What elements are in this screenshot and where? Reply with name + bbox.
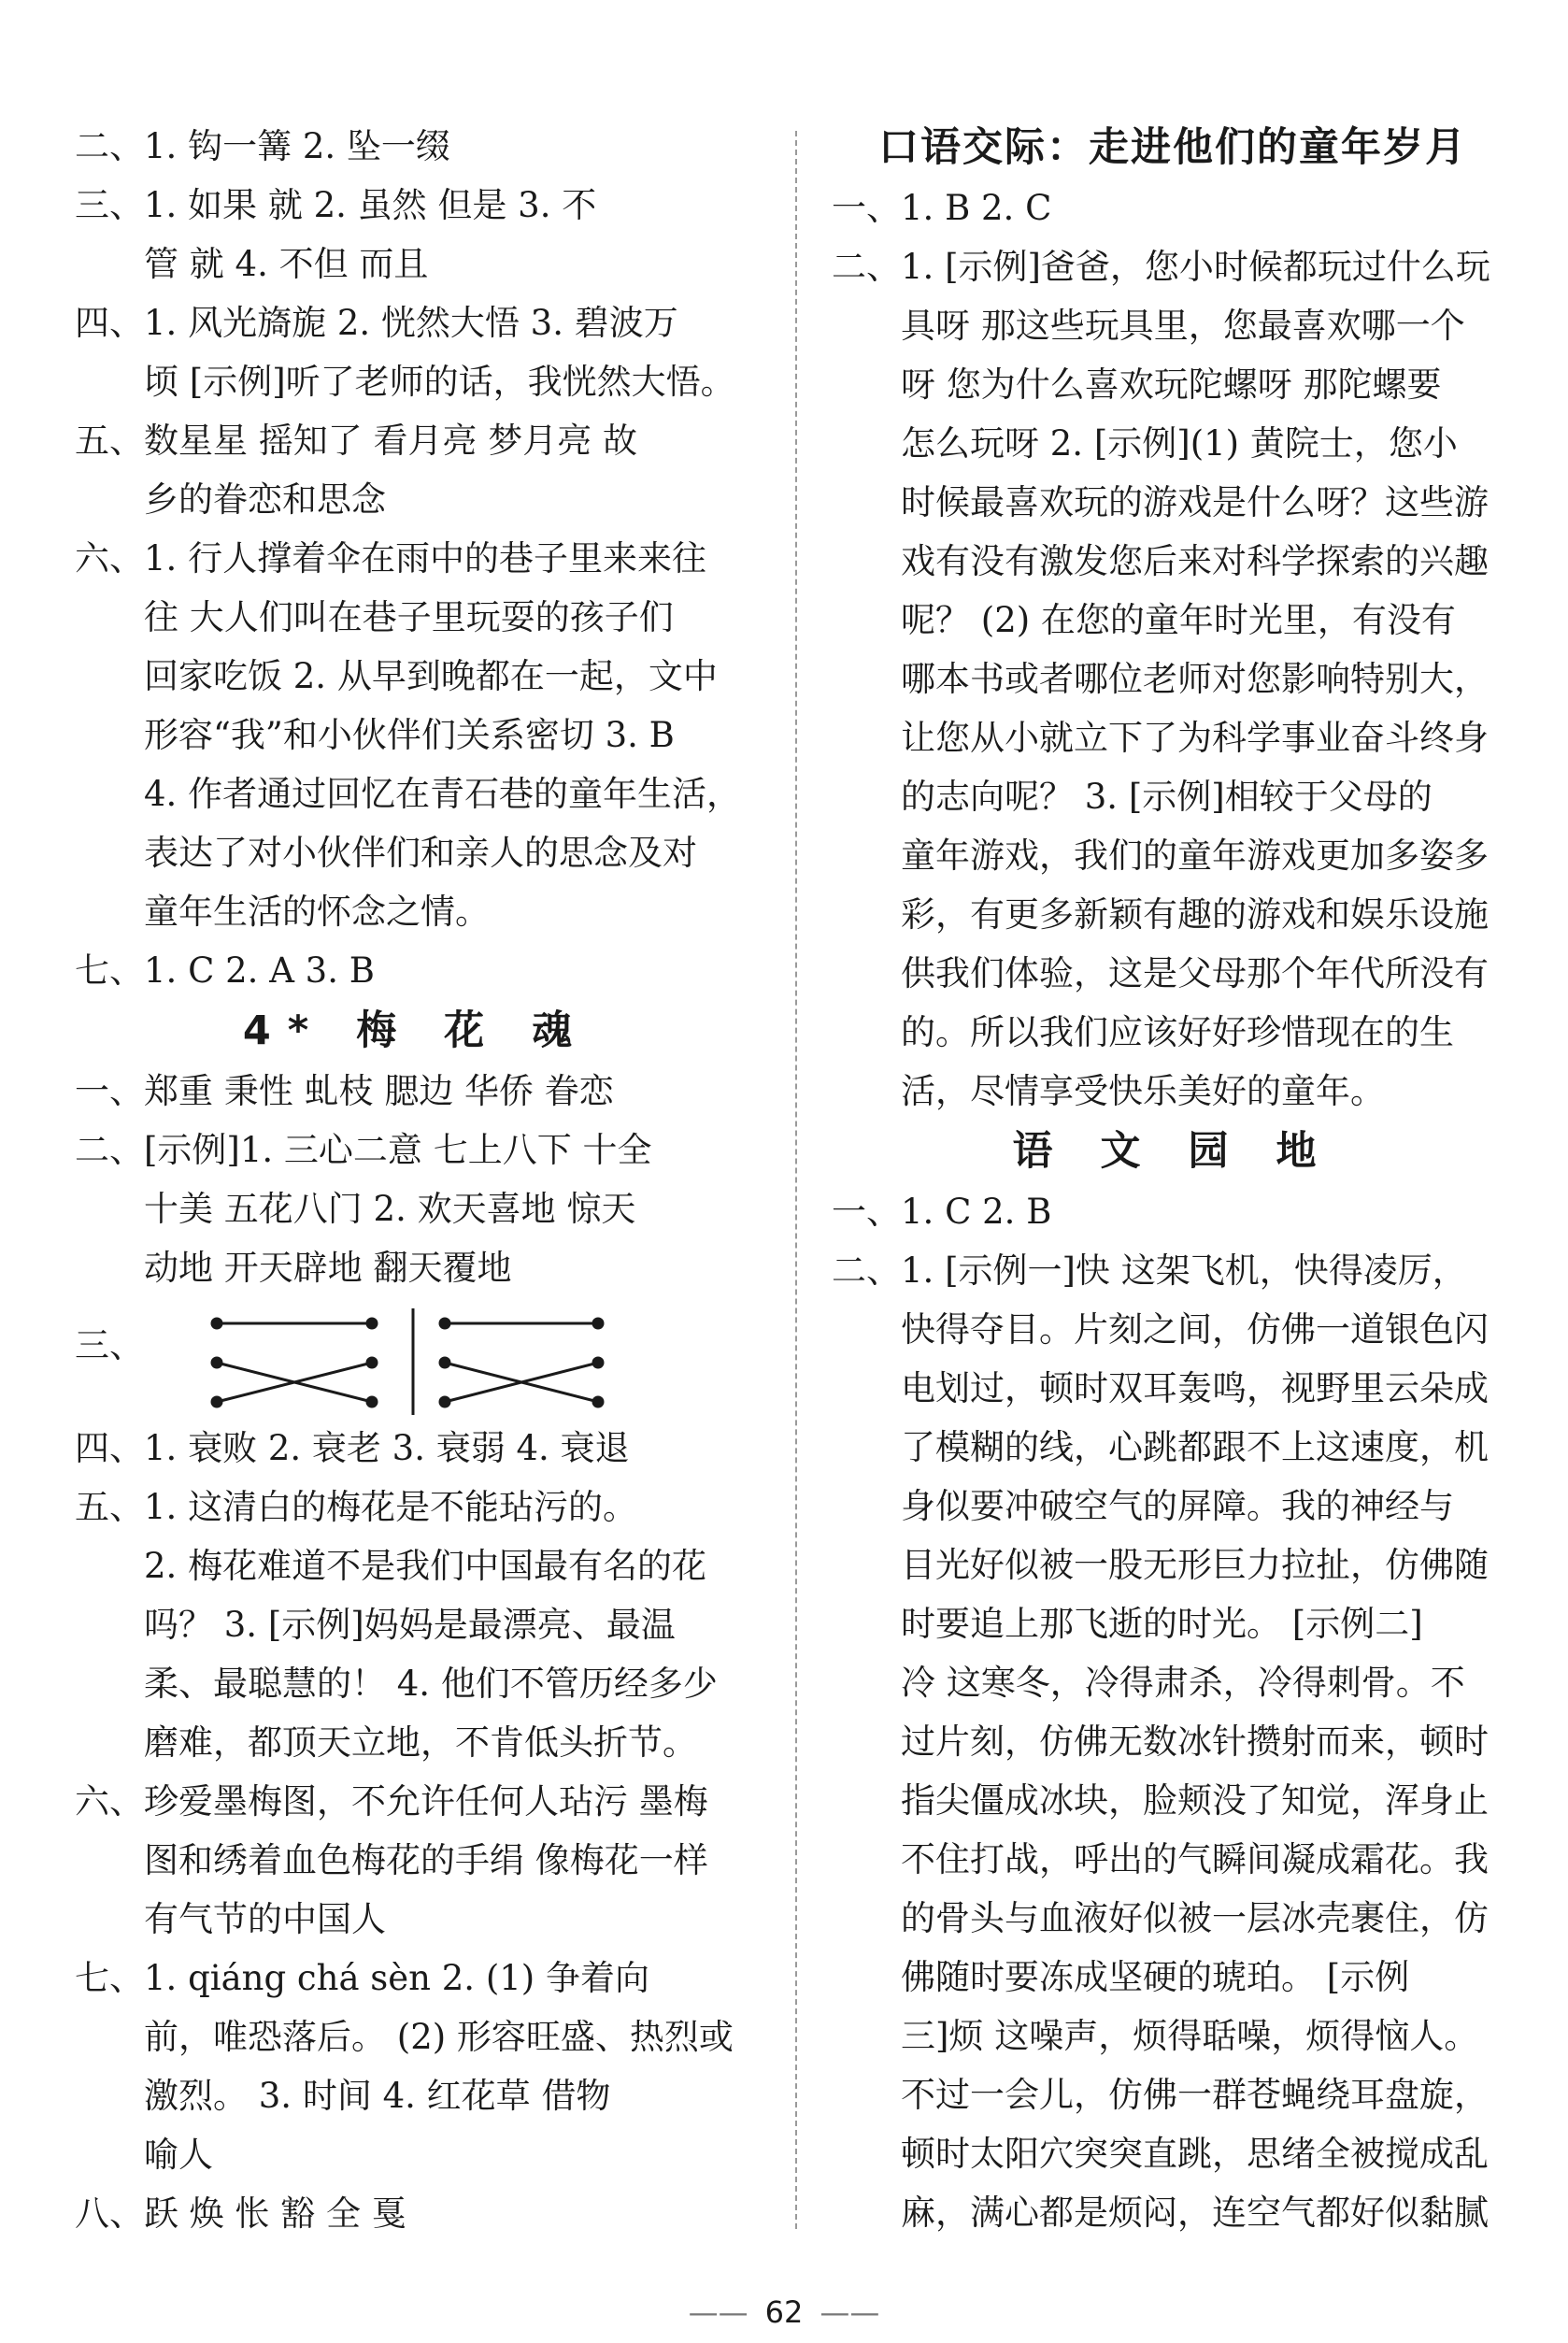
answer-line: 时候最喜欢玩的游戏是什么呀？这些游 bbox=[901, 482, 1489, 522]
answer-line: 了模糊的线，心跳都跟不上这速度，机 bbox=[901, 1427, 1489, 1467]
answer-line: 供我们体验，这是父母那个年代所没有 bbox=[901, 953, 1489, 993]
answer-line: 具呀 那这些玩具里，您最喜欢哪一个 bbox=[901, 306, 1465, 346]
answer-line: 有气节的中国人 bbox=[144, 1899, 386, 1939]
answer-line: 六、1. 行人撑着伞在雨中的巷子里来来往 bbox=[75, 538, 707, 579]
answer-line: 的骨头与血液好似被一层冰壳裹住，仿 bbox=[901, 1898, 1489, 1938]
answer-line: 童年生活的怀念之情。 bbox=[144, 892, 490, 932]
answer-line: 二、1. [示例]爸爸，您小时候都玩过什么玩 bbox=[832, 247, 1490, 287]
answer-line: 三、1. 如果 就 2. 虽然 但是 3. 不 bbox=[75, 185, 597, 225]
answer-line: 目光好似被一股无形巨力拉扯，仿佛随 bbox=[901, 1545, 1489, 1585]
answer-line: 一、郑重 秉性 虬枝 腮边 华侨 眷恋 bbox=[75, 1071, 614, 1111]
answer-line: 二、1. 钩一篝 2. 坠一缀 bbox=[75, 126, 450, 166]
answer-line: 图和绣着血色梅花的手绢 像梅花一样 bbox=[144, 1840, 708, 1880]
answer-line: 顷 [示例]听了老师的话，我恍然大悟。 bbox=[144, 362, 735, 402]
answer-line: 呀 您为什么喜欢玩陀螺呀 那陀螺要 bbox=[901, 364, 1442, 405]
answer-line: 彩，有更多新颖有趣的游戏和娱乐设施 bbox=[901, 894, 1489, 935]
answer-line: 一、1. C 2. B bbox=[832, 1192, 1052, 1232]
match-dot bbox=[593, 1358, 603, 1367]
footer-dash-right: —— bbox=[820, 2294, 880, 2330]
answer-line: 2. 梅花难道不是我们中国最有名的花 bbox=[144, 1546, 707, 1586]
match-dot bbox=[212, 1319, 221, 1328]
answer-line: 五、数星星 摇知了 看月亮 梦月亮 故 bbox=[75, 421, 638, 461]
answer-line: 怎么玩呀 2. [示例](1) 黄院士，您小 bbox=[901, 423, 1458, 464]
footer-dash-left: —— bbox=[688, 2294, 748, 2330]
answer-line: 指尖僵成冰块，脸颊没了知觉，浑身止 bbox=[901, 1780, 1489, 1821]
match-dot bbox=[440, 1397, 449, 1407]
answer-line: 四、1. 衰败 2. 衰老 3. 衰弱 4. 衰退 bbox=[75, 1428, 630, 1468]
answer-line: 戏有没有激发您后来对科学探索的兴趣 bbox=[901, 541, 1489, 581]
left-column bbox=[75, 117, 757, 2243]
answer-line: 五、1. 这清白的梅花是不能玷污的。 bbox=[75, 1487, 638, 1527]
answer-line: 形容“我”和小伙伴们关系密切 3. B bbox=[144, 715, 675, 755]
answer-line: 佛随时要冻成坚硬的琥珀。 [示例 bbox=[901, 1957, 1410, 1997]
answer-line: 管 就 4. 不但 而且 bbox=[144, 244, 429, 284]
answer-line: 前，唯恐落后。 (2) 形容旺盛、热烈或 bbox=[144, 2017, 734, 2057]
answer-line: 顿时太阳穴突突直跳，思绪全被搅成乱 bbox=[901, 2134, 1489, 2174]
answer-line: 七、1. qiáng chá sèn 2. (1) 争着向 bbox=[75, 1958, 649, 1998]
answer-line: 冷 这寒冬，冷得肃杀，冷得刺骨。不 bbox=[901, 1663, 1465, 1703]
answer-line: 三]烦 这噪声，烦得聒噪，烦得恼人。 bbox=[901, 2016, 1479, 2056]
answer-line: 表达了对小伙伴们和亲人的思念及对 bbox=[144, 833, 697, 873]
answer-line: 七、1. C 2. A 3. B bbox=[75, 950, 375, 991]
answer-line: 往 大人们叫在巷子里玩耍的孩子们 bbox=[144, 597, 674, 637]
match-dot bbox=[593, 1319, 603, 1328]
answer-line: 麻，满心都是烦闷，连空气都好似黏腻 bbox=[901, 2193, 1489, 2233]
right-column bbox=[832, 117, 1514, 2242]
answer-line: 让您从小就立下了为科学事业奋斗终身 bbox=[901, 718, 1489, 758]
answer-line: 时要追上那飞逝的时光。 [示例二] bbox=[901, 1604, 1423, 1644]
answer-line: 身似要冲破空气的屏障。我的神经与 bbox=[901, 1486, 1454, 1526]
answer-line: 的志向呢？ 3. [示例]相较于父母的 bbox=[901, 777, 1433, 817]
matching-lines-diagram bbox=[131, 1305, 617, 1417]
match-dot bbox=[212, 1397, 221, 1407]
answer-line: 柔、最聪慧的！ 4. 他们不管历经多少 bbox=[144, 1664, 718, 1704]
answer-line: 活，尽情享受快乐美好的童年。 bbox=[901, 1071, 1385, 1111]
answer-line: 不住打战，呼出的气瞬间凝成霜花。我 bbox=[901, 1839, 1489, 1879]
answer-line: 童年游戏，我们的童年游戏更加多姿多 bbox=[901, 836, 1489, 876]
match-dot bbox=[440, 1319, 449, 1328]
matching-exercise bbox=[75, 1297, 757, 1419]
answer-line: 二、[示例]1. 三心二意 七上八下 十全 bbox=[75, 1130, 652, 1170]
match-dot bbox=[212, 1358, 221, 1367]
column-divider bbox=[795, 131, 797, 2229]
answer-line: 乡的眷恋和思念 bbox=[144, 479, 386, 520]
section-title: 4* 梅 花 魂 bbox=[242, 1007, 590, 1054]
answer-line: 十美 五花八门 2. 欢天喜地 惊天 bbox=[144, 1189, 636, 1229]
answer-line: 哪本书或者哪位老师对您影响特别大， bbox=[901, 659, 1489, 699]
answer-line: 的。所以我们应该好好珍惜现在的生 bbox=[901, 1012, 1454, 1052]
match-dot bbox=[367, 1358, 377, 1367]
answer-line: 4. 作者通过回忆在青石巷的童年生活， bbox=[144, 774, 742, 814]
answer-line: 八、跃 焕 怅 豁 全 戛 bbox=[75, 2193, 406, 2234]
answer-line: 动地 开天辟地 翻天覆地 bbox=[144, 1248, 512, 1288]
answer-line: 不过一会儿，仿佛一群苍蝇绕耳盘旋， bbox=[901, 2075, 1489, 2115]
section-title: 口语交际：走进他们的童年岁月 bbox=[878, 124, 1467, 171]
answer-line: 六、珍爱墨梅图，不允许任何人玷污 墨梅 bbox=[75, 1781, 708, 1822]
answer-line: 四、1. 风光旖旎 2. 恍然大悟 3. 碧波万 bbox=[75, 303, 678, 343]
page-number: 62 bbox=[764, 2294, 804, 2330]
answer-line: 呢？ (2) 在您的童年时光里，有没有 bbox=[901, 600, 1456, 640]
answer-line: 过片刻，仿佛无数冰针攒射而来，顿时 bbox=[901, 1722, 1489, 1762]
match-dot bbox=[367, 1319, 377, 1328]
matching-label: 三、 bbox=[75, 1325, 144, 1365]
answer-line: 回家吃饭 2. 从早到晚都在一起，文中 bbox=[144, 656, 718, 696]
match-dot bbox=[440, 1358, 449, 1367]
section-title: 语 文 园 地 bbox=[1012, 1128, 1333, 1175]
answer-line: 一、1. B 2. C bbox=[832, 188, 1052, 228]
page-footer bbox=[0, 2294, 1568, 2330]
match-dot bbox=[367, 1397, 377, 1407]
match-dot bbox=[593, 1397, 603, 1407]
answer-line: 磨难，都顶天立地，不肯低头折节。 bbox=[144, 1722, 697, 1763]
answer-line: 激烈。 3. 时间 4. 红花草 借物 bbox=[144, 2076, 611, 2116]
answer-line: 吗？ 3. [示例]妈妈是最漂亮、最温 bbox=[144, 1605, 676, 1645]
answer-line: 喻人 bbox=[144, 2135, 213, 2175]
answer-line: 电划过，顿时双耳轰鸣，视野里云朵成 bbox=[901, 1368, 1489, 1408]
answer-line: 快得夺目。片刻之间，仿佛一道银色闪 bbox=[901, 1309, 1489, 1350]
answer-line: 二、1. [示例一]快 这架飞机，快得凌厉， bbox=[832, 1250, 1467, 1291]
